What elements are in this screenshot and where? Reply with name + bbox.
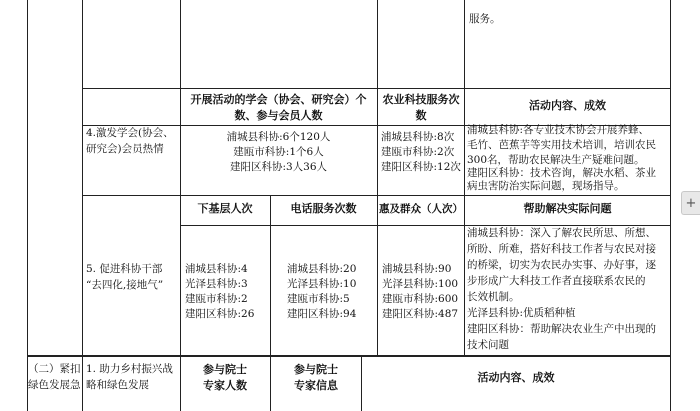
row5-phone-line: 建阳区科协:94 [287,308,357,320]
row5-phone-line: 浦城县科协:20 [287,263,357,275]
header-academicians-count-1: 参与院士 [203,363,247,376]
row5-help-line: 所盼、所难，搭好科技工作者与农民对接 [467,243,656,255]
row4-content-line: 毛竹、芭蕉芋等实用技术培训，培训农民 [467,139,656,151]
section-label-line2: 绿色发展急 [28,379,81,391]
row5-help-line: 步形成广大科技工作者直接联系农民的 [467,275,646,287]
row5-benefit-line: 浦城县科协:90 [382,263,452,275]
row5-phone-line: 光泽县科协:10 [287,278,357,290]
item-label-line2: 略和绿色发展 [86,379,149,391]
row4-societies-line: 建阳区科协:3人36人 [229,161,328,173]
top-fragment-text: 服务。 [469,13,501,25]
row4-content-line: 300名，帮助农民解决生产疑难问题。 [467,154,645,166]
row5-benefit-line: 光泽县科协:100 [382,278,459,290]
row5-help-line: 技术问题 [467,339,509,351]
row5-help-line: 建阳区科协：帮助解决农业生产中出现的 [467,323,656,335]
row4-content-line: 浦城县科协:各专业技术协会开展养蜂、 [467,124,650,136]
row5-phone-line: 建瓯市科协:5 [287,293,350,305]
row5-help-line: 浦城县科协：深入了解农民所思、所想、 [467,227,656,239]
row4-services-line: 浦城县科协:8次 [381,131,455,143]
row5-help-line: 的桥梁，切实为农民办实事、办好事，逐 [467,259,656,271]
row5-grassroots-line: 浦城县科协:4 [185,263,248,275]
row4-header-societies: 开展活动的学会（协会、研究会）个数、参与会员人数 [190,93,367,122]
row5-benefit-line: 建阳区科协:487 [382,308,459,320]
row5-header-grassroots: 下基层人次 [197,202,253,215]
row4-societies-line: 建瓯市科协:1个6人 [233,146,324,158]
row5-help-line: 光泽县科协:优质稻种植 [467,307,576,319]
row4-label: 4.激发学会(协会、研究会)会员热情 [86,127,174,155]
item-label-line1: 1. 助力乡村振兴战 [86,363,173,375]
row5-grassroots-line: 光泽县科协:3 [185,278,248,290]
row4-services-line: 建阳区科协:12次 [381,161,461,173]
section-label-line1: （二）紧扣 [28,363,81,375]
row5-help-line: 长效机制。 [467,291,520,303]
row5-label-line1: 5. 促进科协干部 [86,263,163,275]
row5-header-help: 帮助解决实际问题 [523,202,612,215]
plus-icon: + [685,195,697,211]
row4-content-line: 病虫害防治实际问题，现场指导。 [467,180,625,192]
header-academicians-info-1: 参与院士 [294,363,338,376]
row5-grassroots-line: 建阳区科协:26 [185,308,255,320]
row5-header-phone: 电话服务次数 [290,202,357,215]
row4-content-line: 建阳区科协：技术咨询，解决水稻、茶业 [467,167,656,179]
header-academicians-info-2: 专家信息 [294,379,338,392]
expand-side-panel-button[interactable] [681,191,700,215]
row4-header-services: 农业科技服务次数 [382,93,460,122]
row5-header-benefit: 惠及群众（人次） [379,203,463,215]
row5-grassroots-line: 建瓯市科协:2 [185,293,248,305]
header-activity-content: 活动内容、成效 [477,371,555,384]
row4-societies-line: 浦城县科协:6个120人 [226,131,331,143]
header-academicians-count-2: 专家人数 [203,379,247,392]
row4-header-content: 活动内容、成效 [529,99,606,112]
row4-services-line: 建瓯市科协:2次 [381,146,455,158]
row5-label-line2: “去四化,接地气” [86,279,164,291]
row5-benefit-line: 建瓯市科协:600 [382,293,459,305]
